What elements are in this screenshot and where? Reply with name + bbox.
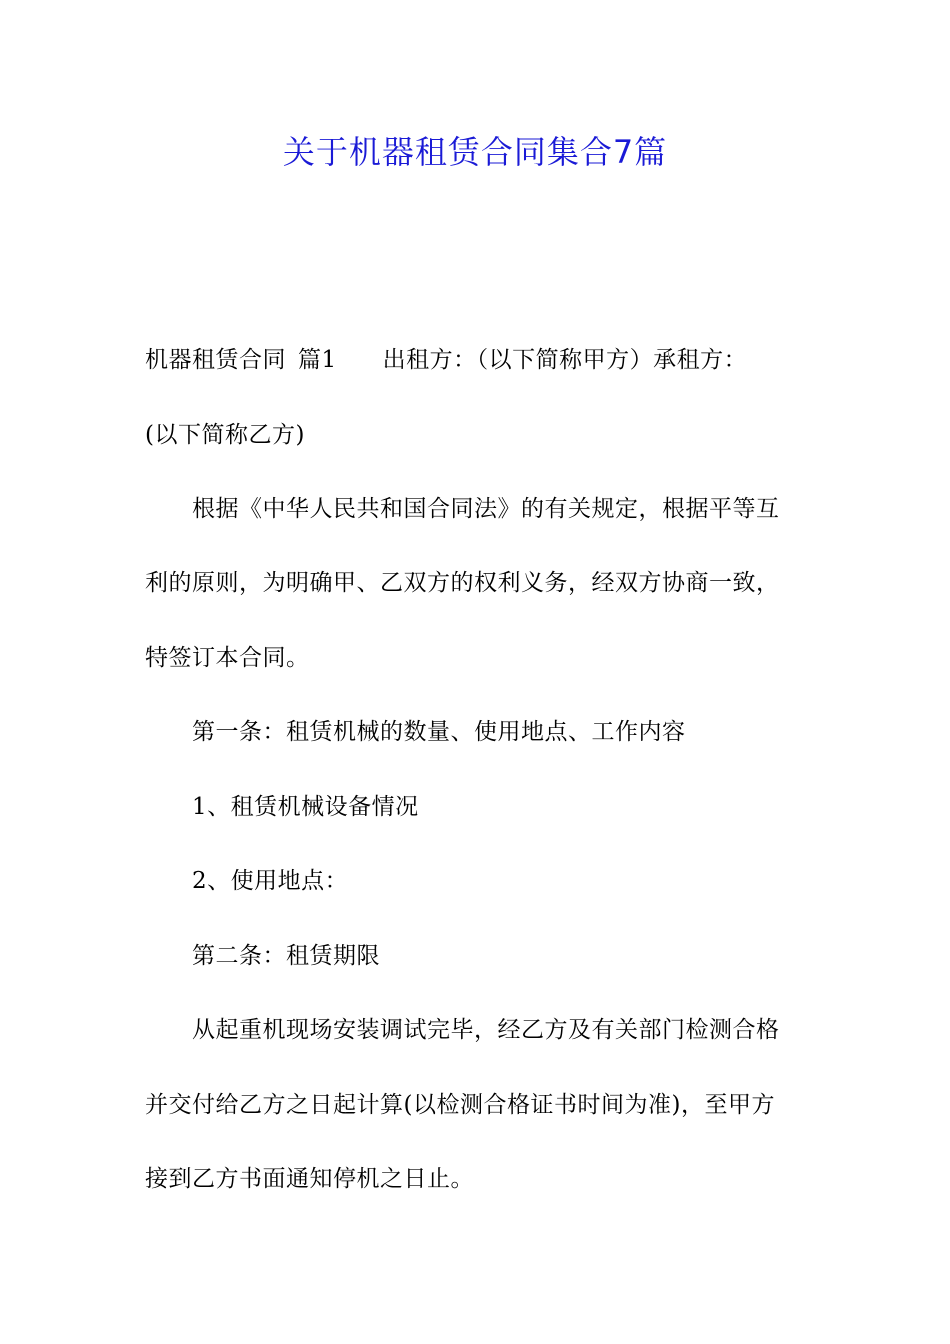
clause-text-line: 接到乙方书面通知停机之日止。 <box>145 1166 474 1192</box>
preamble-line: 根据《中华人民共和国合同法》的有关规定，根据平等互 <box>192 496 780 522</box>
clause-item: 2、使用地点： <box>192 868 349 894</box>
preamble-line: 利的原则，为明确甲、乙双方的权利义务，经双方协商一致， <box>145 570 780 596</box>
clause-text-line: 从起重机现场安装调试完毕，经乙方及有关部门检测合格 <box>192 1017 780 1043</box>
article-heading: 第一条：租赁机械的数量、使用地点、工作内容 <box>192 719 686 745</box>
party-definition: 出租方：（以下简称甲方）承租方： <box>382 347 748 373</box>
contract-part-number: 篇1 <box>298 347 337 373</box>
document-title: 关于机器租赁合同集合7篇 <box>282 133 668 171</box>
article-heading: 第二条：租赁期限 <box>192 943 380 969</box>
contract-heading-line <box>145 343 747 377</box>
clause-item: 1、租赁机械设备情况 <box>192 794 419 820</box>
party-b-definition: (以下简称乙方) <box>145 422 305 448</box>
preamble-line: 特签订本合同。 <box>145 645 310 671</box>
clause-text-line: 并交付给乙方之日起计算(以检测合格证书时间为准)，至甲方 <box>145 1092 775 1118</box>
contract-name: 机器租赁合同 <box>145 347 286 373</box>
